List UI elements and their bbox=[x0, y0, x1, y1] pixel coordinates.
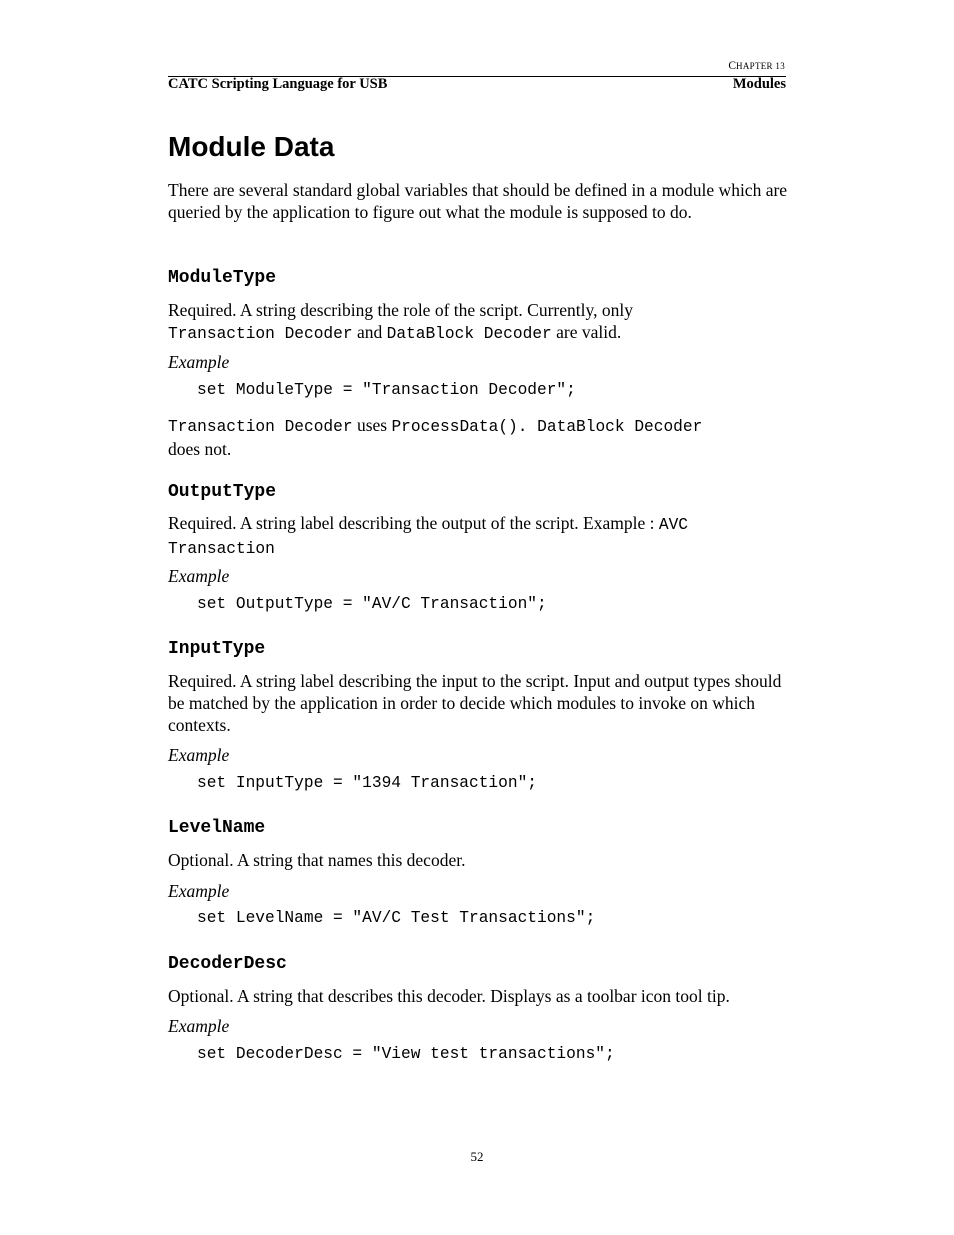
chapter-label-rest: HAPTER 13 bbox=[736, 61, 785, 71]
outputtype-example-label: Example bbox=[168, 566, 230, 586]
moduletype-note-code-b: ProcessData(). DataBlock Decoder bbox=[391, 418, 703, 436]
decoderdesc-code-sample: set DecoderDesc = "View test transactions"; bbox=[197, 1045, 615, 1063]
decoderdesc-description: Optional. A string that describes this decoder. Displays as a toolbar icon tool tip. bbox=[168, 986, 730, 1006]
heading-moduletype: ModuleType bbox=[168, 268, 277, 288]
book-title: CATC Scripting Language for USB bbox=[168, 76, 388, 92]
page-title: Module Data bbox=[168, 131, 335, 162]
page-number: 52 bbox=[470, 1149, 484, 1164]
section-name: Modules bbox=[732, 76, 786, 92]
outputtype-desc-code-a: AVC bbox=[658, 516, 689, 534]
decoderdesc-example-label: Example bbox=[168, 1016, 230, 1036]
moduletype-code-sample: set ModuleType = "Transaction Decoder"; bbox=[197, 381, 576, 399]
moduletype-note-text-b: does not. bbox=[168, 439, 232, 459]
moduletype-desc-a: Required. A string describing the role of the script. Currently, only bbox=[168, 300, 633, 320]
levelname-description: Optional. A string that names this decoder. bbox=[168, 850, 466, 870]
chapter-label bbox=[728, 60, 785, 72]
moduletype-note-text-a: uses bbox=[352, 415, 392, 435]
moduletype-desc-c: are valid. bbox=[551, 322, 622, 342]
moduletype-description bbox=[168, 299, 788, 345]
heading-decoderdesc: DecoderDesc bbox=[168, 954, 287, 974]
moduletype-code-a: Transaction Decoder bbox=[168, 325, 353, 343]
outputtype-desc-code-b: Transaction bbox=[168, 540, 275, 558]
moduletype-desc-b: and bbox=[352, 322, 387, 342]
chapter-label-first: C bbox=[728, 60, 737, 72]
heading-levelname: LevelName bbox=[168, 818, 266, 838]
inputtype-code-sample: set InputType = "1394 Transaction"; bbox=[197, 774, 537, 792]
moduletype-note-code-a: Transaction Decoder bbox=[168, 418, 353, 436]
outputtype-code-sample: set OutputType = "AV/C Transaction"; bbox=[197, 595, 547, 613]
moduletype-code-b: DataBlock Decoder bbox=[386, 325, 552, 343]
inputtype-example-label: Example bbox=[168, 745, 230, 765]
intro-paragraph: There are several standard global variables that should be defined in a module which are queried by the application to figure out what the module is supposed to do. bbox=[168, 180, 788, 222]
outputtype-description bbox=[168, 512, 788, 560]
inputtype-description: Required. A string label describing the input to the script. Input and output types should be matched by the application in order to decide which modules to invoke on which contexts. bbox=[168, 671, 782, 735]
levelname-code-sample: set LevelName = "AV/C Test Transactions"; bbox=[197, 909, 596, 927]
moduletype-example-label: Example bbox=[168, 352, 230, 372]
outputtype-desc: Required. A string label describing the output of the script. Example : bbox=[168, 513, 659, 533]
moduletype-note bbox=[168, 414, 788, 460]
heading-outputtype: OutputType bbox=[168, 482, 277, 502]
levelname-example-label: Example bbox=[168, 881, 230, 901]
heading-inputtype: InputType bbox=[168, 639, 266, 659]
